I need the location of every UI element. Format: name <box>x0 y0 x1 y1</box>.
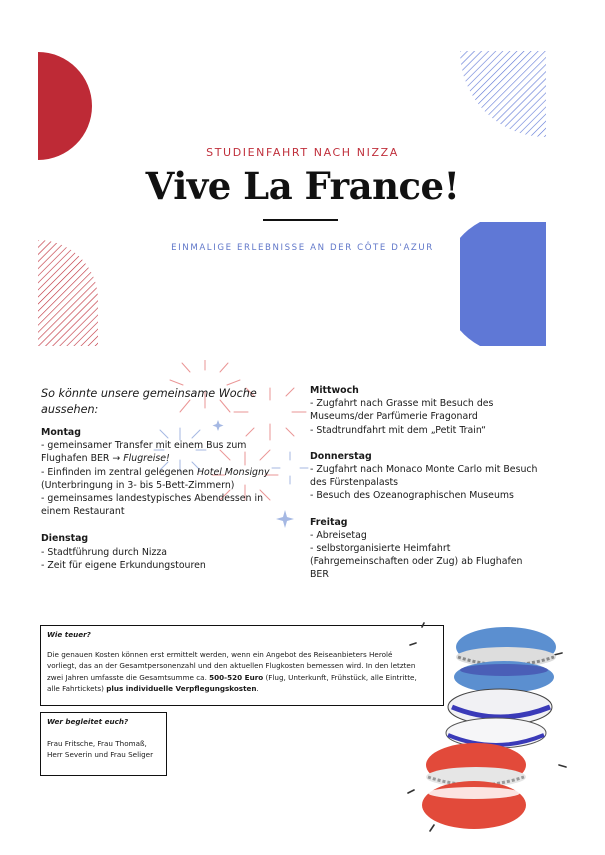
blue-macaron-top <box>454 627 556 693</box>
costs-extra-line: alle Fahrtickets) plus individuelle Verpflegungskosten. <box>47 684 259 694</box>
day-mittwoch: Mittwoch - Zugfahrt nach Grasse mit Besuch des Museums/der Parfümerie Fragonard - Stadtrundfahrt mit dem „Petit Train“ <box>310 384 550 437</box>
day-title: Donnerstag <box>310 450 372 462</box>
day-freitag: Freitag - Abreisetag - selbstorganisierte Heimfahrt (Fahrgemeinschaften oder Zug) ab Flughafen BER <box>310 516 550 582</box>
day-donnerstag: Donnerstag - Zugfahrt nach Monaco Monte Carlo mit Besuch des Fürstenpalasts - Besuch des Ozeanographischen Museums <box>310 450 550 503</box>
red-half-circle <box>38 52 102 160</box>
trip-kicker: STUDIENFAHRT NACH NIZZA <box>206 146 399 159</box>
red-striped-circle <box>38 240 98 346</box>
costs-box: Wie teuer? Die genauen Kosten können erst ermittelt werden, wenn ein Angebot des Reiseanbieters Herolé vorliegt, das an der Gesamtpersonenzahl und den aktuellen Flugkosten bemessen wird. In den letzten zwei Jahren umfasste die Gesamtsumme ca. 500-520 Euro (Flug, Unterkunft, Frühstück, alle Eintritte, alle Fahrtickets) plus individuelle Verpflegungskosten. <box>40 625 444 706</box>
costs-total-line: zwei Jahren umfasste die Gesamtsumme ca. 500-520 Euro (Flug, Unterkunft, Frühstück, alle Eintritte, <box>47 672 417 682</box>
blue-striped-circle <box>460 51 546 161</box>
hotel-line: - Einfinden im zentral gelegenen Hotel Monsigny <box>41 466 270 478</box>
page-subtitle: EINMALIGE ERLEBNISSE AN DER CÔTE D'AZUR <box>171 243 434 253</box>
red-macaron <box>422 743 526 829</box>
day-montag: Montag - gemeinsamer Transfer mit einem Bus zum Flughafen BER → Flugreise! - Einfinden im zentral gelegenen Hotel Monsigny (Unterbringung in 3- bis 5-Bett-Zimmern) - gemeinsames landestypisches Abendessen in einem Restaurant <box>41 426 291 518</box>
costs-heading: Wie teuer? <box>47 630 91 639</box>
program-right-column <box>310 384 550 582</box>
title-divider <box>263 219 338 221</box>
day-title: Freitag <box>310 516 348 528</box>
program-intro: So könnte unsere gemeinsame Woche aussehen: <box>41 387 257 416</box>
companions-box: Wer begleitet euch? Frau Fritsche, Frau Thomaß, Herr Severin und Frau Seliger <box>40 712 167 776</box>
page-title: Vive La France! <box>145 164 460 208</box>
day-title: Dienstag <box>41 533 89 545</box>
striped-macaron <box>446 689 552 748</box>
day-dienstag: Dienstag - Stadtführung durch Nizza - Zeit für eigene Erkundungstouren <box>41 532 291 572</box>
flight-line: Flughafen BER → Flugreise! <box>41 453 170 465</box>
day-title: Mittwoch <box>310 385 359 396</box>
program-left-column <box>41 386 291 572</box>
blue-half-circle <box>460 222 546 346</box>
macarons-illustration <box>404 615 574 840</box>
companions-heading: Wer begleitet euch? <box>47 717 129 726</box>
day-title: Montag <box>41 427 81 438</box>
